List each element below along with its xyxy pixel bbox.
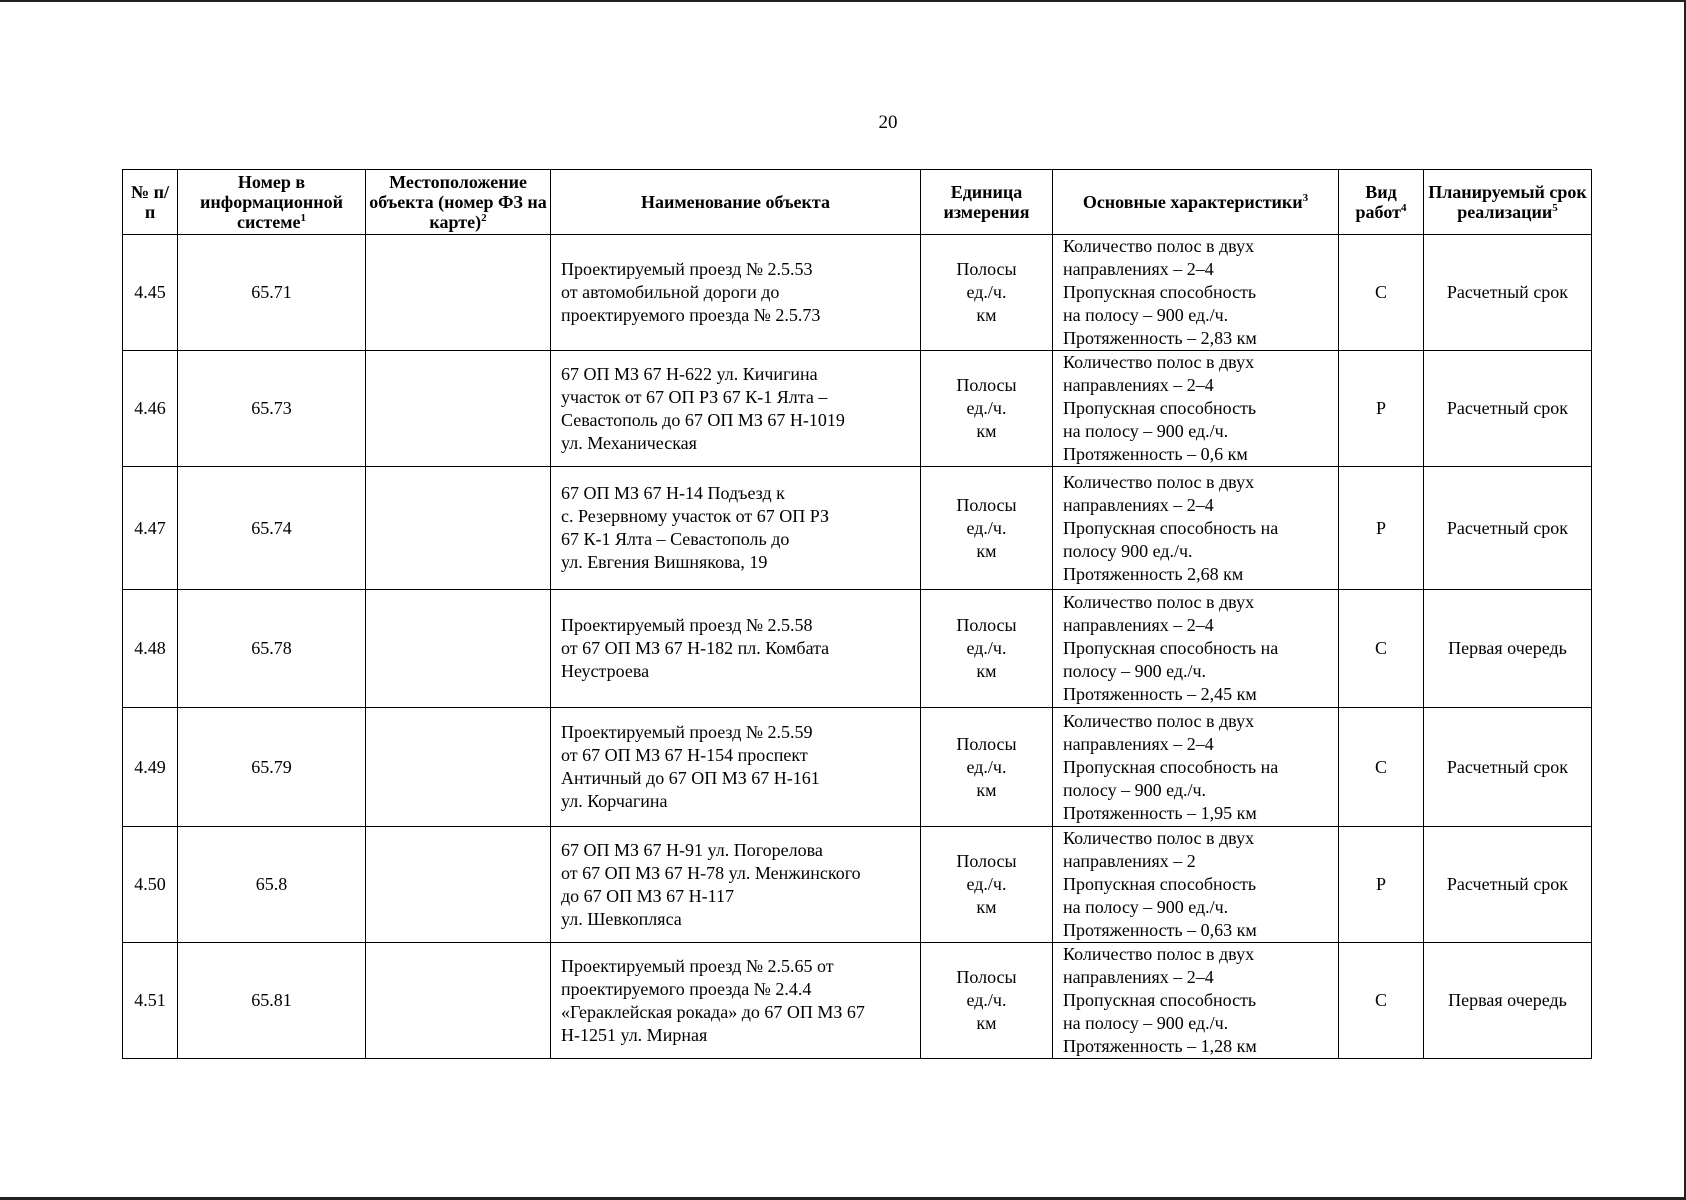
table-row [123,235,1592,351]
cell-unit-line: ед./ч. [966,990,1007,1010]
cell-num: 4.47 [123,467,178,590]
cell-unit-line: км [976,1013,997,1033]
cell-location [366,351,551,467]
cell-object-name-line: Н-1251 ул. Мирная [561,1024,708,1045]
cell-characteristics-line: Количество полос в двух [1063,592,1255,612]
header-object-name: Наименование объекта [551,170,921,235]
cell-unit-line: Полосы [956,967,1017,987]
cell-num: 4.46 [123,351,178,467]
cell-characteristics-line: полосу – 900 ед./ч. [1063,779,1207,800]
cell-characteristics-line: полосу 900 ед./ч. [1063,540,1193,561]
header-work-type: Вид работ$^4$ [1339,170,1424,235]
cell-unit-line: Полосы [956,733,1017,754]
cell-characteristics [1053,590,1339,708]
cell-object-name-line: от 67 ОП МЗ 67 Н-182 пл. Комбата [561,638,830,658]
cell-unit [921,467,1053,590]
cell-num: 4.49 [123,708,178,827]
footnote-marker: 5 [1552,202,1558,214]
cell-location [366,590,551,708]
cell-unit-line: Полосы [956,615,1017,635]
cell-unit [921,708,1053,827]
cell-unit [921,235,1053,351]
cell-object-name-line: 67 ОП МЗ 67 Н-14 Подъезд к [561,483,785,503]
cell-term: Первая очередь [1424,943,1592,1059]
cell-unit-line: ед./ч. [966,874,1007,894]
cell-characteristics-line: Пропускная способность на [1063,517,1279,538]
cell-characteristics-line: Количество полос в двух [1063,710,1255,731]
page-number: 20 [878,112,898,133]
cell-work-type: С [1339,943,1424,1059]
cell-characteristics-line: направлениях – 2–4 [1063,615,1214,635]
cell-object-name-line: участок от 67 ОП РЗ 67 К-1 Ялта – [561,386,828,407]
cell-characteristics-line: Пропускная способность [1063,990,1257,1010]
cell-object-name-line: до 67 ОП МЗ 67 Н-117 [561,885,735,906]
cell-characteristics [1053,943,1339,1059]
cell-term: Первая очередь [1424,590,1592,708]
cell-characteristics-line: Протяженность 2,68 км [1063,563,1244,584]
cell-work-type: С [1339,590,1424,708]
table-row [123,708,1592,827]
cell-object-name [551,467,921,590]
cell-characteristics-line: Количество полос в двух [1063,471,1255,492]
cell-system-id: 65.71 [178,235,366,351]
cell-location [366,943,551,1059]
cell-characteristics-line: Протяженность – 2,45 км [1063,684,1257,704]
cell-unit-line: км [976,421,997,441]
cell-characteristics-line: направлениях – 2–4 [1063,259,1214,279]
cell-unit-line: Полосы [956,375,1017,395]
cell-object-name-line: Проектируемый проезд № 2.5.53 [561,259,813,279]
header-term: Планируемый срок реализации$^5$ [1424,170,1592,235]
table-body [123,235,1592,1059]
footnote-marker: 1 [300,212,306,224]
cell-work-type: Р [1339,467,1424,590]
cell-characteristics-line: направлениях – 2–4 [1063,494,1214,515]
cell-characteristics-line: Пропускная способность на [1063,638,1279,658]
objects-table [122,169,1592,1059]
cell-num: 4.51 [123,943,178,1059]
cell-system-id: 65.81 [178,943,366,1059]
cell-characteristics-line: направлениях – 2–4 [1063,733,1214,754]
cell-object-name-line: с. Резервному участок от 67 ОП РЗ [561,506,830,526]
cell-system-id: 65.78 [178,590,366,708]
cell-work-type: Р [1339,827,1424,943]
cell-location [366,235,551,351]
cell-characteristics-line: Протяженность – 0,6 км [1063,444,1248,464]
cell-term: Расчетный срок [1424,467,1592,590]
cell-object-name-line: «Гераклейская рокада» до 67 ОП МЗ 67 [561,1001,865,1022]
page-number-wrap [0,112,1686,134]
cell-characteristics [1053,235,1339,351]
cell-work-type: С [1339,235,1424,351]
cell-object-name [551,943,921,1059]
cell-unit-line: км [976,779,997,800]
cell-system-id: 65.74 [178,467,366,590]
cell-object-name [551,827,921,943]
cell-characteristics-line: Пропускная способность на [1063,756,1279,777]
scan-border-top [0,0,1686,2]
cell-num: 4.45 [123,235,178,351]
cell-object-name-line: ул. Механическая [561,432,697,453]
cell-characteristics-line: направлениях – 2 [1063,851,1196,871]
cell-unit-line: ед./ч. [966,398,1007,418]
cell-object-name-line: ул. Евгения Вишнякова, 19 [561,552,768,572]
cell-location [366,708,551,827]
cell-characteristics-line: Пропускная способность [1063,282,1257,302]
table-row [123,943,1592,1059]
cell-system-id: 65.8 [178,827,366,943]
cell-object-name [551,351,921,467]
cell-characteristics-line: на полосу – 900 ед./ч. [1063,421,1229,441]
cell-object-name-line: от автомобильной дороги до [561,282,780,302]
cell-unit-line: ед./ч. [966,638,1007,658]
cell-num: 4.50 [123,827,178,943]
header-num: № п/п [123,170,178,235]
cell-unit-line: Полосы [956,494,1017,515]
cell-characteristics-line: Протяженность – 0,63 км [1063,920,1257,940]
cell-unit-line: км [976,661,997,681]
cell-system-id: 65.73 [178,351,366,467]
cell-unit-line: ед./ч. [966,517,1007,538]
cell-object-name-line: ул. Корчагина [561,791,668,811]
cell-term: Расчетный срок [1424,351,1592,467]
cell-object-name-line: проектируемого проезда № 2.5.73 [561,305,821,325]
cell-object-name-line: 67 ОП МЗ 67 Н-622 ул. Кичигина [561,363,818,384]
cell-work-type: С [1339,708,1424,827]
table-row [123,590,1592,708]
header-characteristics: Основные характеристики$^3$ [1053,170,1339,235]
cell-system-id: 65.79 [178,708,366,827]
cell-unit [921,827,1053,943]
cell-characteristics-line: Количество полос в двух [1063,236,1255,256]
cell-characteristics-line: на полосу – 900 ед./ч. [1063,305,1229,325]
table-row [123,827,1592,943]
cell-characteristics-line: Количество полос в двух [1063,828,1255,848]
cell-object-name-line: Проектируемый проезд № 2.5.58 [561,615,813,635]
cell-term: Расчетный срок [1424,235,1592,351]
cell-characteristics-line: Протяженность – 1,28 км [1063,1036,1257,1056]
cell-object-name-line: проектируемого проезда № 2.4.4 [561,978,812,999]
cell-location [366,467,551,590]
table-row [123,467,1592,590]
cell-characteristics-line: Протяженность – 2,83 км [1063,328,1257,348]
cell-characteristics-line: на полосу – 900 ед./ч. [1063,897,1229,917]
cell-characteristics [1053,708,1339,827]
cell-unit-line: км [976,540,997,561]
cell-unit-line: Полосы [956,851,1017,871]
cell-characteristics-line: направлениях – 2–4 [1063,375,1214,395]
cell-object-name [551,235,921,351]
footnote-marker: 2 [481,212,487,224]
cell-object-name-line: Проектируемый проезд № 2.5.65 от [561,955,834,976]
cell-characteristics-line: Количество полос в двух [1063,352,1255,372]
cell-unit-line: ед./ч. [966,282,1007,302]
header-system-id: Номер в информационной системе$^1$ [178,170,366,235]
cell-characteristics-line: Пропускная способность [1063,398,1257,418]
cell-unit-line: км [976,897,997,917]
footnote-marker: 4 [1400,202,1407,214]
cell-work-type: Р [1339,351,1424,467]
header-location: Местоположение объекта (номер ФЗ на карте)$^2$ [366,170,551,235]
cell-object-name-line: 67 К-1 Ялта – Севастополь до [561,529,790,549]
header-unit: Единица измерения [921,170,1053,235]
cell-object-name-line: ул. Шевкопляса [561,908,682,929]
cell-characteristics-line: направлениях – 2–4 [1063,967,1214,987]
cell-unit [921,943,1053,1059]
table-row [123,351,1592,467]
cell-object-name [551,708,921,827]
cell-object-name-line: Севастополь до 67 ОП МЗ 67 Н-1019 [561,409,845,430]
cell-unit [921,590,1053,708]
cell-characteristics-line: Протяженность – 1,95 км [1063,802,1257,823]
cell-unit-line: ед./ч. [966,756,1007,777]
footnote-marker: 3 [1302,192,1309,204]
cell-object-name-line: Проектируемый проезд № 2.5.59 [561,722,813,742]
cell-characteristics [1053,351,1339,467]
cell-characteristics [1053,827,1339,943]
cell-object-name-line: 67 ОП МЗ 67 Н-91 ул. Погорелова [561,839,823,860]
cell-characteristics [1053,467,1339,590]
cell-characteristics-line: Пропускная способность [1063,874,1257,894]
cell-term: Расчетный срок [1424,827,1592,943]
cell-unit [921,351,1053,467]
cell-num: 4.48 [123,590,178,708]
cell-location [366,827,551,943]
cell-characteristics-line: на полосу – 900 ед./ч. [1063,1013,1229,1033]
cell-unit-line: км [976,305,997,325]
cell-term: Расчетный срок [1424,708,1592,827]
cell-object-name-line: от 67 ОП МЗ 67 Н-78 ул. Менжинского [561,862,861,883]
cell-object-name-line: от 67 ОП МЗ 67 Н-154 проспект [561,745,808,765]
cell-unit-line: Полосы [956,259,1017,279]
table-header-row [123,170,1592,235]
cell-object-name-line: Неустроева [561,661,650,681]
cell-object-name [551,590,921,708]
cell-object-name-line: Античный до 67 ОП МЗ 67 Н-161 [561,768,820,788]
cell-characteristics-line: Количество полос в двух [1063,944,1255,964]
cell-characteristics-line: полосу – 900 ед./ч. [1063,661,1207,681]
